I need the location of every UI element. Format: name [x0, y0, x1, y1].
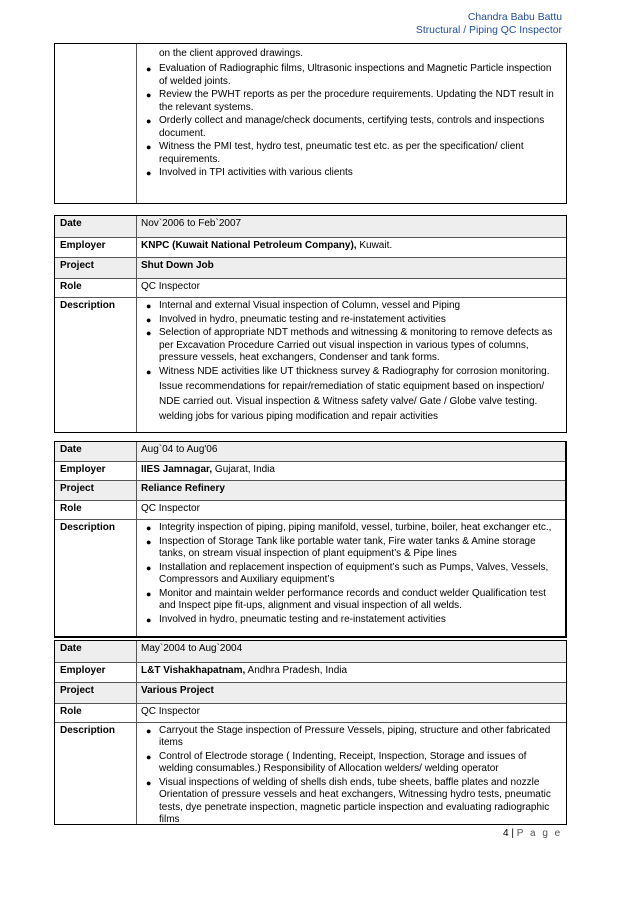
date-value: May`2004 to Aug`2004 [137, 641, 566, 662]
date-value: Nov`2006 to Feb`2007 [137, 216, 566, 237]
bullet-icon: ● [146, 562, 152, 573]
bullet-icon: ● [146, 116, 152, 127]
bullet-icon: ● [146, 366, 152, 377]
bullet-icon: ● [146, 614, 152, 625]
role-label: Role [55, 704, 137, 722]
list-item: ● Evaluation of Radiographic films, Ultrasonic inspections and Magnetic Particle inspection of welded joints. [146, 63, 552, 87]
date-label: Date [55, 216, 137, 237]
page-number-value: 4 [503, 828, 509, 839]
bullet-list [141, 63, 566, 179]
list-item: ● Witness the PMI test, hydro test, pneumatic test etc. as per the specification/ client requirements. [146, 141, 524, 165]
author-title: Structural / Piping QC Inspector [415, 25, 562, 36]
bullet-icon: ● [146, 536, 152, 547]
job-table-iies [54, 441, 567, 638]
bullet-list [141, 300, 566, 378]
description-label: Description [55, 520, 137, 636]
page-separator: | [511, 828, 514, 839]
list-item: ● Monitor and maintain welder performance records and conduct welder Qualification test and Inspect pipe fit-ups, alignment and visual inspection of all welds. [146, 587, 546, 611]
employer-value: IIES Jamnagar, Gujarat, India [141, 464, 275, 475]
description-continuation: Issue recommendations for repair/remediation of static equipment based on inspection/ NDE carried out. Visual inspection & Witness safety valve/ Gate / Globe valve testing. welding jobs for various piping modification and repair activities [159, 381, 545, 423]
employer-value: KNPC (Kuwait National Petroleum Company), Kuwait. [141, 240, 393, 251]
role-value: QC Inspector [141, 503, 200, 514]
date-value: Aug`04 to Aug'06 [137, 442, 565, 461]
bullet-icon: ● [146, 588, 152, 599]
page-word: P a g e [516, 828, 563, 839]
bullet-list [141, 522, 565, 626]
list-item: ● Installation and replacement inspection of equipment’s such as Pumps, Valves, Vessels, Compressors and Auxiliary equipment’s [146, 561, 549, 585]
bullet-icon: ● [146, 90, 152, 101]
bullet-icon: ● [146, 301, 152, 311]
page-number [503, 828, 562, 839]
bullet-icon: ● [146, 314, 152, 325]
author-name: Chandra Babu Battu [467, 12, 562, 23]
employer-label: Employer [55, 238, 137, 257]
bullet-list [141, 725, 566, 827]
project-label: Project [55, 683, 137, 703]
bullet-icon: ● [146, 168, 152, 179]
table-continued [54, 43, 567, 204]
bullet-icon: ● [146, 523, 152, 533]
list-item: ● Control of Electrode storage ( Indenting, Receipt, Inspection, Storage and issues of welding consumables.) Responsibility of Allocation welders/ welding operator [146, 751, 527, 775]
bullet-icon: ● [146, 726, 152, 736]
page-header [416, 11, 562, 37]
bullet-icon: ● [146, 64, 152, 75]
role-value: QC Inspector [141, 281, 200, 292]
date-label: Date [55, 641, 137, 662]
project-label: Project [55, 481, 137, 500]
list-item: ● Involved in hydro, pneumatic testing and re-instatement activities [146, 313, 446, 325]
project-value: Reliance Refinery [137, 481, 565, 500]
list-item: ● Carryout the Stage inspection of Pressure Vessels, piping, structure and other fabricated items [146, 725, 551, 749]
list-item: ● Inspection of Storage Tank like portable water tank, Fire water tanks & Amine storage tanks, on stream visual inspection of plant equipment’s & Pipe lines [146, 535, 536, 559]
list-item: ● Orderly collect and manage/check documents, certifying tests, controls and inspections document. [146, 115, 545, 139]
employer-label: Employer [55, 462, 137, 480]
list-item: ● Involved in hydro, pneumatic testing and re-instatement activities [146, 613, 446, 625]
list-item: ● Selection of appropriate NDT methods and witnessing & monitoring to remove defects as per Excavation Procedure Carried out visual inspection in various types of columns, pressure vessels, heat exchangers, Condenser and tank forms. [146, 327, 553, 363]
role-value: QC Inspector [141, 706, 200, 717]
list-item: ● Review the PWHT reports as per the procedure requirements. Updating the NDT result in the relevant systems. [146, 89, 554, 113]
employer-value: L&T Vishakhapatnam, Andhra Pradesh, India [141, 665, 348, 676]
role-label: Role [55, 501, 137, 519]
bullet-icon: ● [146, 752, 152, 762]
description-label: Description [55, 298, 137, 432]
continued-text: on the client approved drawings. [159, 48, 303, 59]
empty-label-cell [55, 44, 137, 203]
list-item: ● Internal and external Visual inspection of Column, vessel and Piping [146, 300, 461, 311]
bullet-icon: ● [146, 328, 152, 339]
date-label: Date [55, 442, 137, 461]
bullet-icon: ● [146, 142, 152, 153]
list-item: ● Involved in TPI activities with various clients [146, 167, 353, 179]
description-label: Description [55, 723, 137, 824]
job-table-knpc [54, 215, 567, 433]
list-item: ● Integrity inspection of piping, piping manifold, vessel, turbine, boiler, heat exchanger etc., [146, 522, 552, 533]
project-label: Project [55, 258, 137, 278]
list-item: ● Visual inspections of welding of shells dish ends, tube sheets, baffle plates and nozzle Orientation of pressure vessels and heat exchangers, Witnessing hydro tests, pneumatic tests, dye penetrate inspection, magnetic particle inspection and evaluating radiographic films [146, 777, 551, 826]
role-label: Role [55, 279, 137, 297]
bullet-icon: ● [146, 778, 152, 788]
employer-label: Employer [55, 663, 137, 682]
project-value: Various Project [137, 683, 566, 703]
job-table-lt [54, 640, 567, 825]
list-item: ● Witness NDE activities like UT thickness survey & Radiography for corrosion monitoring. [146, 365, 550, 377]
project-value: Shut Down Job [137, 258, 566, 278]
